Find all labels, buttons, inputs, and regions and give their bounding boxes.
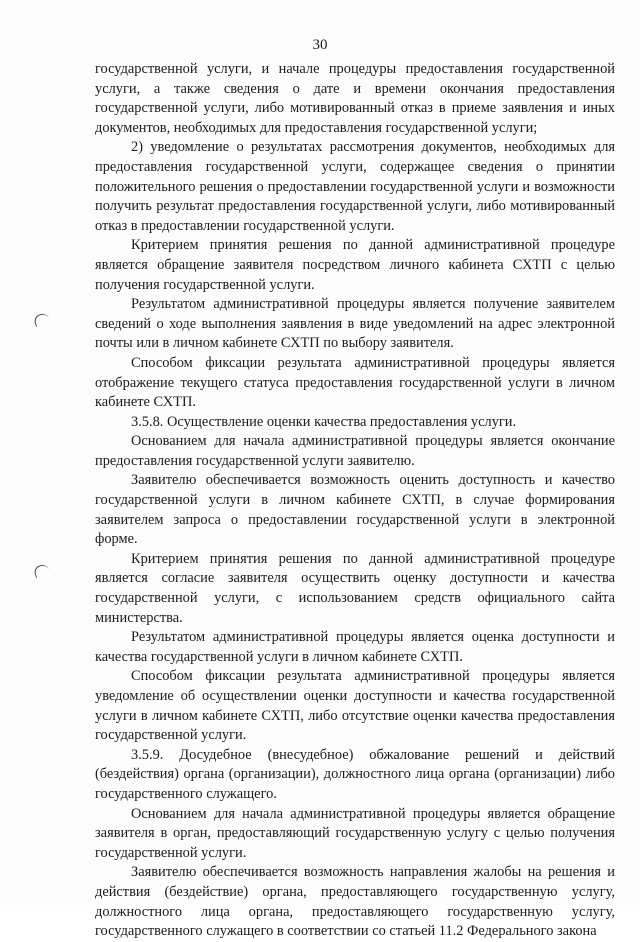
paragraph: Критерием принятия решения по данной административной процедуре является согласие заявителя осуществить оценку доступности и качества государственной услуги, с использованием средств официального сайта министерства.: [95, 550, 615, 626]
page-number: 30: [312, 37, 328, 53]
paragraph: Критерием принятия решения по данной административной процедуре является обращение заявителя посредством личного кабинета СХТП с целью получения государственной услуги.: [95, 237, 615, 293]
paragraph: государственной услуги, и начале процедуры предоставления государственной услуги, а также сведения о дате и времени окончания предоставления государственной услуги, либо мотивированный отказ в приеме заявления и иных документов, необходимых для предоставления государственной услуги;: [95, 61, 615, 136]
paragraph: 2) уведомление о результатах рассмотрения документов, необходимых для предоставления государственной услуги, содержащее сведения о принятии положительного решения о предоставлении государственной услуги и возможности получить результат предоставления государственной услуги, либо мотивированный отказ в предоставлении государственной услуги.: [95, 139, 615, 234]
paragraph: Заявителю обеспечивается возможность оценить доступность и качество государственной услуги в личном кабинете СХТП, в случае формирования заявителем запроса о предоставлении государственной услуги в электронной форме.: [95, 472, 615, 548]
section-heading: 3.5.9. Досудебное (внесудебное) обжалование решений и действий (бездействия) органа (организации), должностного лица органа (организации) либо государственного служащего.: [95, 746, 615, 802]
document-body: [95, 60, 615, 942]
margin-mark: [33, 563, 51, 578]
section-heading: 3.5.8. Осуществление оценки качества предоставления услуги.: [131, 413, 517, 430]
paragraph: Заявителю обеспечивается возможность направления жалобы на решения и действия (бездействие) органа, предоставляющего государственную услугу, должностного лица органа, предоставляющего государственную услугу, государственного служащего в соответствии со статьей 11.2 Федерального закона: [95, 864, 615, 940]
margin-mark: [33, 312, 51, 327]
paragraph: Способом фиксации результата административной процедуры является отображение текущего статуса предоставления государственной услуги в личном кабинете СХТП.: [95, 354, 615, 411]
paragraph: Основанием для начала административной процедуры является окончание предоставления государственной услуги заявителю.: [95, 433, 615, 469]
paragraph: Результатом административной процедуры является оценка доступности и качества государственной услуги в личном кабинете СХТП.: [95, 629, 615, 665]
paragraph: Результатом административной процедуры является получение заявителем сведений о ходе выполнения заявления в виде уведомлений на адрес электронной почты или в личном кабинете СХТП по выбору заявителя.: [95, 296, 615, 352]
paragraph: Способом фиксации результата административной процедуры является уведомление об осуществлении оценки доступности и качества государственной услуги в личном кабинете СХТП, либо отсутствие оценки качества предоставления государственной услуги.: [95, 668, 615, 744]
paragraph: Основанием для начала административной процедуры является обращение заявителя в орган, предоставляющий государственную услугу с целью получения государственной услуги.: [95, 805, 615, 861]
